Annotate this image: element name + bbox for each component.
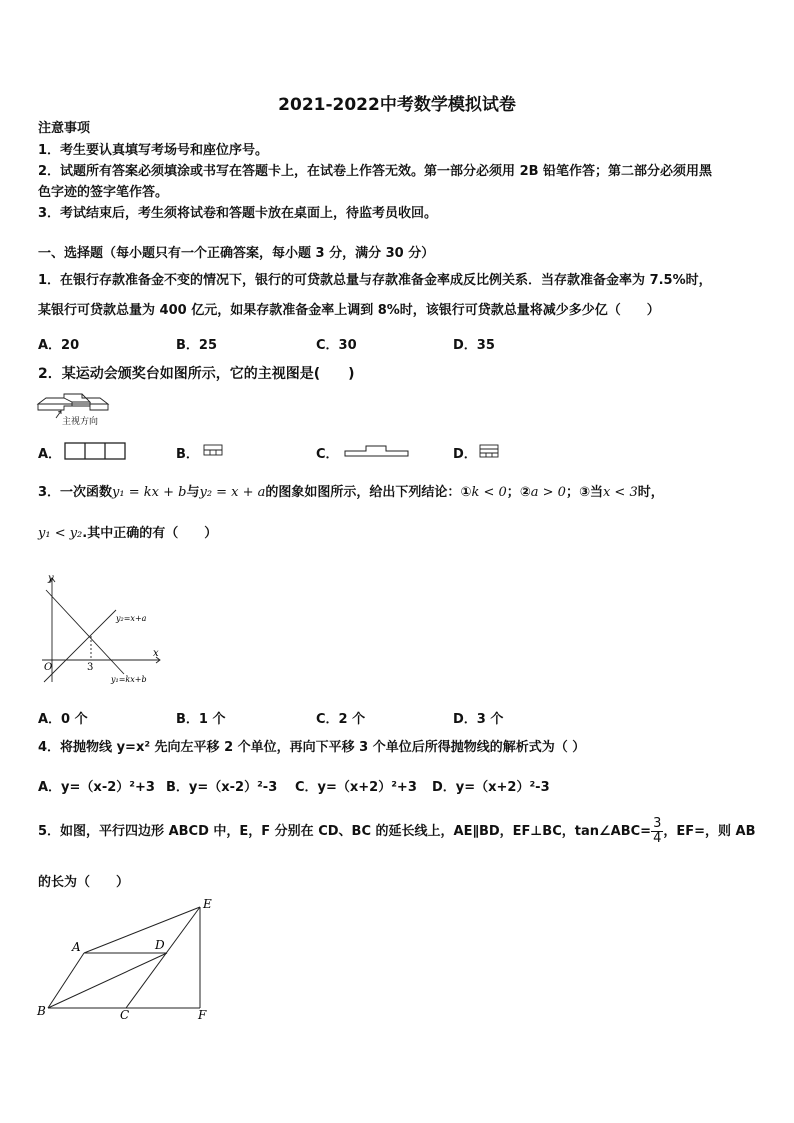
- q5-label-a: A: [72, 940, 81, 954]
- q2-option-b-figure: [203, 444, 223, 456]
- page-title: 2021-2022中考数学模拟试卷: [278, 95, 516, 115]
- notice-heading: 注意事项: [38, 121, 91, 136]
- q3-origin-label: O: [44, 662, 53, 673]
- q3-line-y1-label: y₁=kx+b: [111, 675, 147, 684]
- q2-option-a[interactable]: [38, 443, 61, 462]
- notice-item-2: 2．试题所有答案必须填涂或书写在答题卡上，在试卷上作答无效。第一部分必须用 2B 铅笔作答；第二部分必须用黑: [38, 164, 713, 179]
- q3-option-a[interactable]: A．0 个: [38, 712, 88, 727]
- q4-option-a[interactable]: A．y=（x-2）²+3: [38, 780, 155, 795]
- q3-option-b[interactable]: B．1 个: [176, 712, 226, 727]
- q3-line-y2-label: y₂=x+a: [116, 614, 147, 623]
- q3-x-axis-label: x: [153, 648, 159, 659]
- q3-y-axis-label: y: [48, 573, 54, 584]
- q3-option-c[interactable]: C．2 个: [316, 712, 366, 727]
- q4-option-d[interactable]: D．y=（x+2）²-3: [432, 780, 550, 795]
- q2-option-a-label: A．: [38, 447, 62, 462]
- q3-graph: [36, 570, 170, 688]
- q3-line-y2: [44, 610, 116, 682]
- q3-y2-expression: y₂ = x + a: [199, 485, 266, 500]
- q2-option-c-label: C．: [316, 447, 339, 462]
- q3-conclusion-3: x < 3: [602, 485, 638, 500]
- q2-option-c[interactable]: [316, 443, 339, 462]
- q5-stem-line2: 的长为（ ）: [38, 875, 130, 890]
- q2-option-d-figure: [479, 444, 499, 458]
- q3-sep-2: ；③当: [565, 485, 603, 500]
- q3-option-d[interactable]: D．3 个: [453, 712, 504, 727]
- q1-stem-line1: 1．在银行存款准备金不变的情况下，银行的可贷款总量与存款准备金率成反比例关系．当存款准备金率为 7.5%时，: [38, 273, 712, 288]
- q3-y1-expression: y₁ = kx + b: [112, 485, 187, 500]
- q1-stem-line2: 某银行可贷款总量为 400 亿元，如果存款准备金率上调到 8%时，该银行可贷款总量将减少多少亿（ ）: [38, 303, 660, 318]
- q5-stem-part-b: ，EF=，则 AB: [663, 824, 756, 839]
- q2-option-d[interactable]: [453, 443, 477, 462]
- q1-option-d[interactable]: D．35: [453, 338, 495, 353]
- notice-item-2-cont: 色字迹的签字笔作答。: [38, 185, 169, 200]
- q5-fraction-numerator: 3: [653, 816, 662, 831]
- q4-stem: 4．将抛物线 y=x² 先向左平移 2 个单位，再向下平移 3 个单位后所得抛物线的解析式为（ ）: [38, 740, 586, 755]
- q2-option-b[interactable]: [176, 443, 199, 462]
- q5-label-d: D: [155, 938, 165, 952]
- q5-label-c: C: [120, 1008, 130, 1022]
- q5-label-f: F: [198, 1008, 207, 1022]
- q3-stem-part-d: 时，: [637, 485, 664, 500]
- q3-stem-part-b: 与: [186, 485, 200, 500]
- q2-option-b-label: B．: [176, 447, 199, 462]
- q4-option-b[interactable]: B．y=（x-2）²-3: [166, 780, 278, 795]
- q5-tan-fraction: [651, 817, 663, 846]
- q2-stem: 2．某运动会颁奖台如图所示，它的主视图是( ): [38, 366, 355, 382]
- q1-option-c[interactable]: C．30: [316, 338, 357, 353]
- q5-label-e: E: [203, 897, 212, 911]
- q2-option-c-figure: [344, 442, 410, 458]
- q3-conclusion-2: a > 0: [530, 485, 566, 500]
- q3-stem-part-c: 的图象如图所示，给出下列结论：①: [265, 485, 472, 500]
- q3-sep-1: ；②: [506, 485, 531, 500]
- q2-option-a-figure: [64, 442, 126, 460]
- q1-option-a[interactable]: A．20: [38, 338, 80, 353]
- q5-label-b: B: [37, 1004, 46, 1018]
- q2-view-direction-label: 主视方向: [62, 417, 99, 427]
- q5-parallelogram-figure: [34, 895, 220, 1025]
- q3-stem-line1: [38, 485, 664, 501]
- q5-stem-line1: [38, 817, 756, 846]
- q3-conclusion-3-cont: y₁ < y₂: [38, 526, 83, 541]
- q3-conclusion-1: k < 0: [471, 485, 507, 500]
- q3-tick-label: 3: [87, 662, 94, 673]
- q3-line-y1: [46, 590, 124, 674]
- section-heading: 一、选择题（每小题只有一个正确答案，每小题 3 分，满分 30 分）: [38, 246, 435, 261]
- notice-item-1: 1．考生要认真填写考场号和座位序号。: [38, 143, 269, 158]
- notice-item-3: 3．考试结束后，考生须将试卷和答题卡放在桌面上，待监考员收回。: [38, 206, 438, 221]
- q3-stem-part-a: 3．一次函数: [38, 485, 113, 500]
- q4-option-c[interactable]: C．y=（x+2）²+3: [295, 780, 417, 795]
- q5-stem-part-a: 5．如图，平行四边形 ABCD 中，E，F 分别在 CD、BC 的延长线上，AE∥BD，EF⊥BC，tan∠ABC=: [38, 824, 652, 839]
- q3-stem-line2: [38, 526, 217, 542]
- q2-option-d-label: D．: [453, 447, 477, 462]
- q5-fraction-denominator: 4: [653, 831, 662, 846]
- q1-option-b[interactable]: B．25: [176, 338, 217, 353]
- q3-question: .其中正确的有（ ）: [82, 526, 218, 541]
